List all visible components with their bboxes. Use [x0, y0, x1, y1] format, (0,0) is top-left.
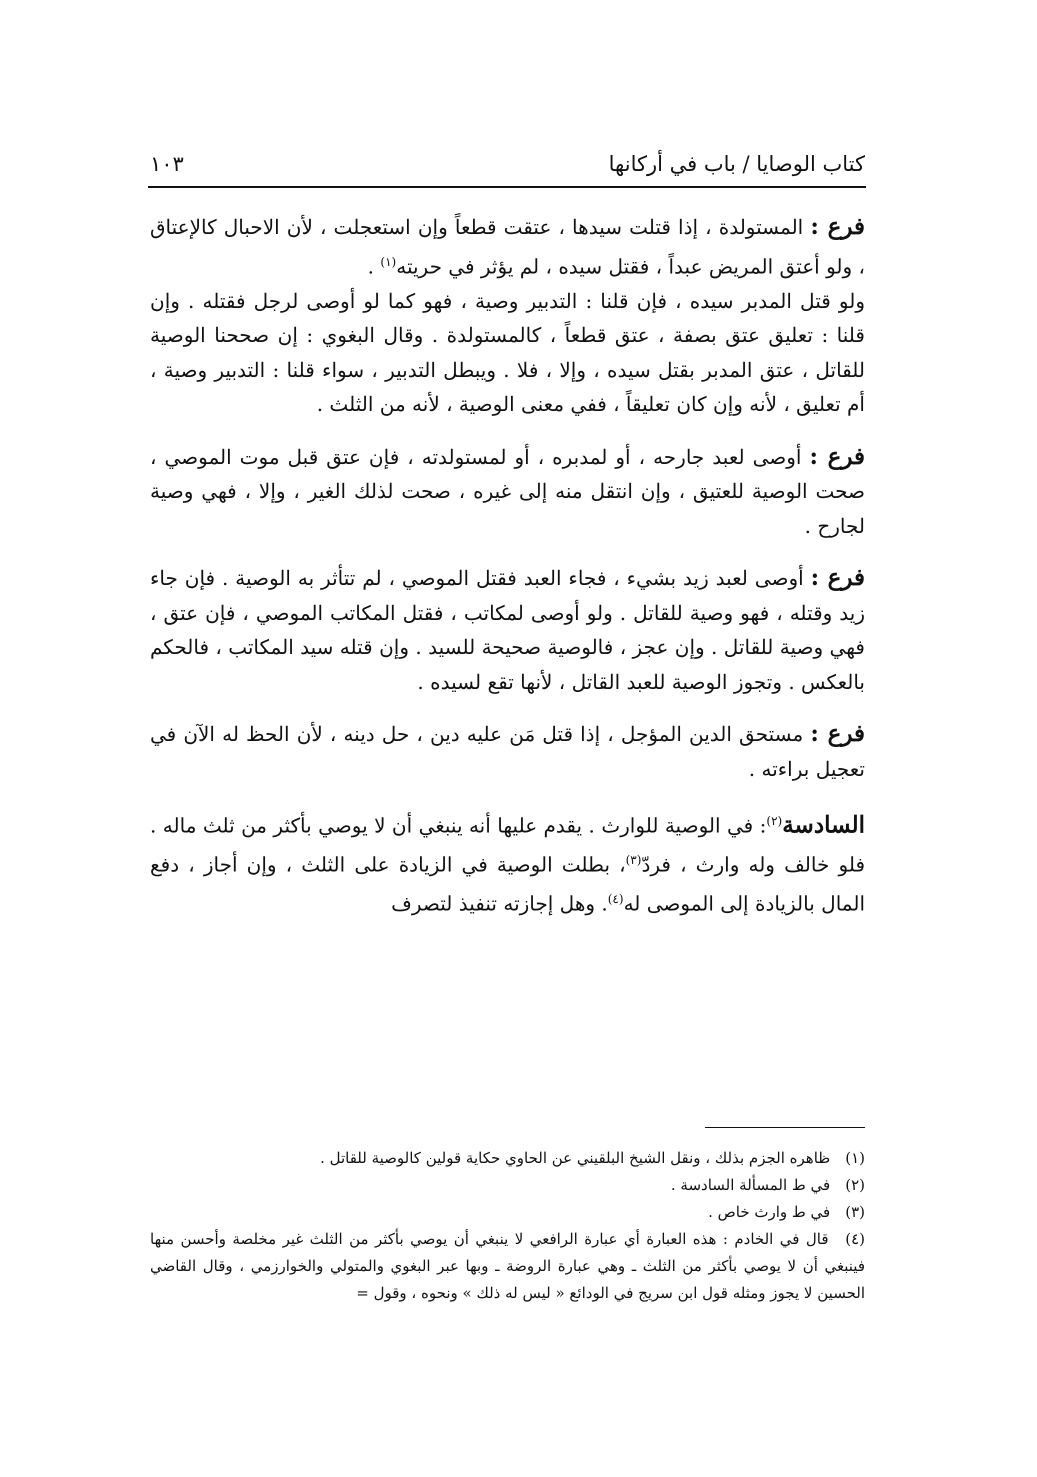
paragraph-text: . وهل إجازته تنفيذ لتصرف	[391, 892, 608, 917]
paragraph-text: أوصى لعبد جارحه ، أو لمدبره ، أو لمستولدته ، فإن عتق قبل موت الموصي ، صحت الوصية للعتيق ، وإن انتقل منه إلى غيره ، صحت لذلك الغير ، وإلا ، فهي وصية لجارح .	[150, 444, 866, 538]
paragraph-text: مستحق الدين المؤجل ، إذا قتل مَن عليه دين ، حل دينه ، لأن الحظ له الآن في تعجيل براءته .	[150, 722, 865, 781]
footnote-2	[150, 1172, 865, 1199]
paragraph-2	[150, 440, 865, 544]
paragraph-1	[150, 210, 865, 422]
paragraph-4	[150, 717, 865, 786]
footnote-ref-4: (٤)	[607, 892, 624, 907]
paragraph-lead: فرع :	[810, 213, 865, 240]
footnote-ref-2: (٢)	[766, 814, 783, 829]
running-header	[150, 150, 865, 186]
footnote-number: (٣)	[845, 1203, 865, 1221]
section-lead-colon: :	[759, 813, 767, 838]
footnote-3	[150, 1199, 865, 1226]
footnote-text: في ط وارث خاص .	[708, 1203, 831, 1221]
paragraph-text: ، بطلت الوصية في الزيادة على الثلث ، وإن أجاز ، دفع المال بالزيادة إلى الموصى له	[150, 852, 865, 917]
footnote-text: ظاهره الجزم بذلك ، ونقل الشيخ البلقيني عن الحاوي حكاية قولين كالوصية للقاتل .	[320, 1149, 831, 1167]
footnote-4	[150, 1226, 865, 1307]
paragraph-lead: فرع :	[810, 564, 866, 592]
chapter-title: كتاب الوصايا / باب في أركانها	[608, 152, 865, 176]
footnote-ref-3: (٣)	[625, 853, 642, 868]
section-lead: السادسة	[782, 811, 865, 839]
paragraph-text: أوصى لعبد زيد بشيء ، فجاء العبد فقتل الموصي ، لم تتأثر به الوصية . فإن جاء زيد وقتله ، فهو وصية للقاتل . ولو أوصى لمكاتب ، فقتل المكاتب الموصي ، فإن عتق ، فهي وصية للقاتل . وإن عجز ، فالوصية صحيحة للسيد . وإن قتله سيد المكاتب ، فالحكم بالعكس . وتجوز الوصية للعبد القاتل ، لأنها تقع لسيده .	[150, 566, 865, 694]
footnotes	[150, 1145, 865, 1307]
footnote-number: (٢)	[845, 1176, 865, 1194]
header-rule	[148, 186, 866, 188]
paragraph-text: المستولدة ، إذا قتلت سيدها ، عتقت قطعاً وإن استعجلت ، لأن الاحبال كالإعتاق ، ولو أعتق المريض عبداً ، فقتل سيده ، لم يؤثر في حريته	[150, 215, 865, 279]
paragraph-text: في الوصية للوارث . يقدم عليها أنه ينبغي أن لا يوصي بأكثر من ثلث ماله . فلو خالف وله وارث ، فردّ	[150, 813, 866, 877]
paragraph-lead: فرع :	[810, 720, 866, 748]
page-number: ١٠٣	[150, 152, 184, 176]
footnote-text: في ط المسألة السادسة .	[670, 1176, 831, 1194]
paragraph-text: ولو قتل المدبر سيده ، فإن قلنا : التدبير وصية ، فهو كما لو أوصى لرجل فقتله . وإن قلنا : تعليق عتق بصفة ، عتق قطعاً ، كالمستولدة . وقال البغوي : إن صححنا الوصية للقاتل ، عتق المدبر بقتل سيده ، وإلا ، فلا . ويبطل التدبير ، سواء قلنا : التدبير وصية ، أم تعليق ، لأنه وإن كان تعليقاً ، ففي معنى الوصية ، لأنه من الثلث .	[150, 288, 865, 417]
main-text	[150, 210, 865, 922]
paragraph-3	[150, 561, 865, 699]
footnote-rule	[705, 1127, 865, 1128]
footnote-ref-1: (١)	[380, 254, 397, 269]
footnote-1	[150, 1145, 865, 1172]
paragraph-5	[150, 804, 865, 921]
footnote-number: (١)	[845, 1149, 865, 1167]
paragraph-lead: فرع :	[809, 442, 866, 470]
footnote-number: (٤)	[845, 1230, 865, 1248]
paragraph-tail: .	[367, 254, 381, 279]
footnote-text: قال في الخادم : هذه العبارة أي عبارة الرافعي لا ينبغي أن يوصي بأكثر من الثلث غير مخلصة وأحسن منها فينبغي أن لا يوصي بأكثر من الثلث ـ وهي عبارة الروضة ـ وبها عبر البغوي والمتولي والخوارزمي ، وقال القاضي الحسين لا يجوز ومثله قول ابن سريج في الودائع « ليس له ذلك » ونحوه ، وقول =	[150, 1230, 865, 1302]
